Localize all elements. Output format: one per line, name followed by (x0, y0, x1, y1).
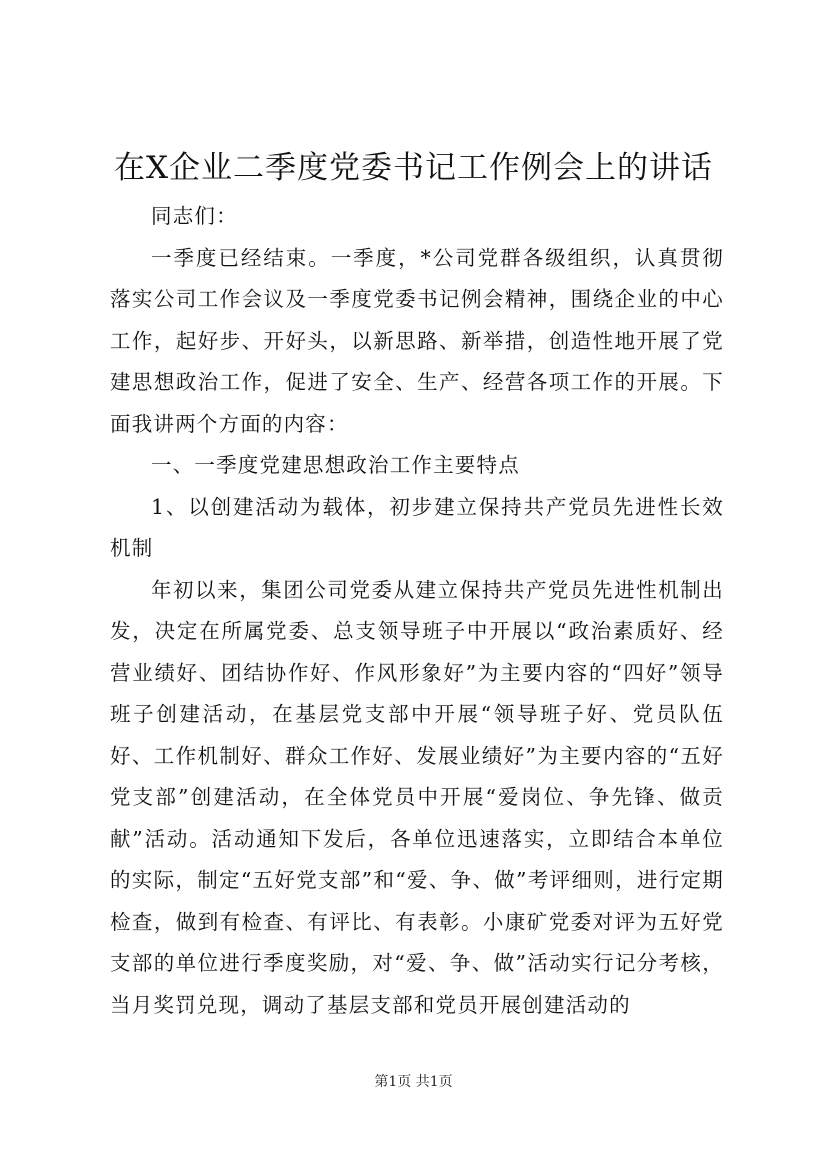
intro-paragraph: 一季度已经结束。一季度，*公司党群各级组织，认真贯彻落实公司工作会议及一季度党委书记例会精神，围绕企业的中心工作，起好步、开好头，以新思路、新举措，创造性地开展了党建思想政治工作，促进了安全、生产、经营各项工作的开展。下面我讲两个方面的内容： (110, 245, 724, 436)
subsection-heading: 1、以创建活动为载体，初步建立保持共产党员先进性长效机制 (110, 494, 724, 560)
page-footer: 第1页 共1页 (374, 1074, 453, 1090)
body-paragraph: 年初以来，集团公司党委从建立保持共产党员先进性机制出发，决定在所属党委、总支领导班子中开展以“政治素质好、经营业绩好、团结协作好、作风形象好”为主要内容的“四好”领导班子创建活动，在基层党支部中开展“领导班子好、党员队伍好、工作机制好、群众工作好、发展业绩好”为主要内容的“五好党支部”创建活动，在全体党员中开展“爱岗位、争先锋、做贡献”活动。活动通知下发后，各单位迅速落实，立即结合本单位的实际，制定“五好党支部”和“爱、争、做”考评细则，进行定期检查，做到有检查、有评比、有表彰。小康矿党委对评为五好党支部的单位进行季度奖励，对“爱、争、做”活动实行记分考核，当月奖罚兑现，调动了基层支部和党员开展创建活动的 (110, 577, 724, 1017)
section-heading: 一、一季度党建思想政治工作主要特点 (151, 453, 520, 477)
document-title: 在X企业二季度党委书记工作例会上的讲话 (113, 150, 714, 186)
salutation-paragraph: 同志们： (151, 204, 238, 228)
document-body (110, 196, 724, 1026)
